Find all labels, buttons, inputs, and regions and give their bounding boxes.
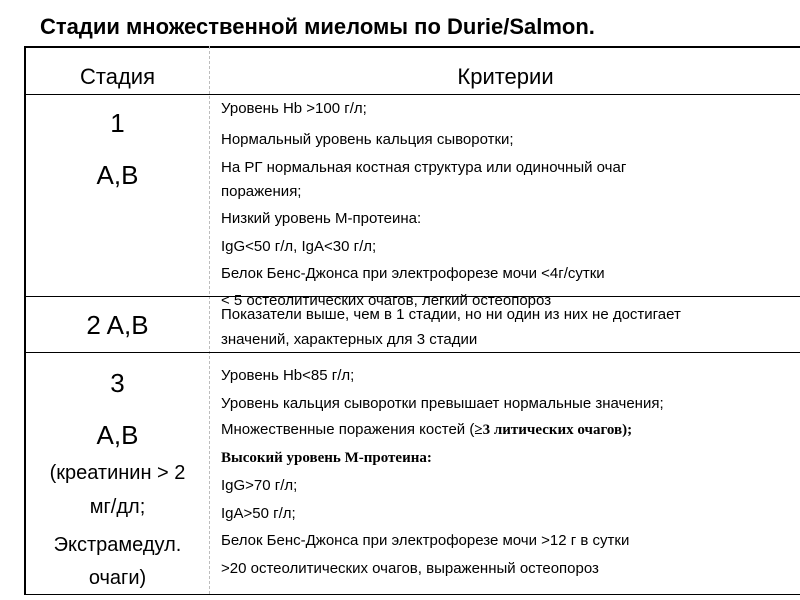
stage-1-criterion: На РГ нормальная костная структура или одиночный очаг <box>221 159 627 176</box>
column-divider <box>209 46 210 594</box>
stage-3-criterion: Высокий уровень М-протеина: <box>221 450 432 466</box>
stage-3-note: Экстрамедул. <box>53 534 182 556</box>
stage-3-criterion: Уровень кальция сыворотки превышает нормальные значения; <box>221 395 664 412</box>
stage-1-criterion: Нормальный уровень кальция сыворотки; <box>221 131 514 148</box>
stages-table <box>24 46 800 595</box>
stage-2-criterion: Показатели выше, чем в 1 стадии, но ни один из них не достигает <box>221 306 681 323</box>
stage-2-criterion: значений, характерных для 3 стадии <box>221 331 478 348</box>
stage-3-criterion: Белок Бенс-Джонса при электрофорезе мочи >12 г в сутки <box>221 532 630 549</box>
stage-3-note: очаги) <box>88 567 147 589</box>
stage-1-number: 1 <box>110 108 125 138</box>
stage-1-criterion: Низкий уровень М-протеина: <box>221 210 422 227</box>
stage-1-criterion: IgG<50 г/л, IgA<30 г/л; <box>221 238 377 255</box>
stage-3-substages: A,B <box>96 420 139 450</box>
header-criteria: Критерии <box>457 64 554 89</box>
stage-3-criterion-part: Множественные поражения костей ( <box>221 421 475 438</box>
stage-1-criterion: Белок Бенс-Джонса при электрофорезе мочи <4г/сутки <box>221 265 605 282</box>
table-border-top <box>26 46 800 48</box>
stage-1-criterion: Уровень Hb >100 г/л; <box>221 100 367 117</box>
stage-2-label: 2 A,B <box>86 310 149 340</box>
page-title: Стадии множественной миеломы по Durie/Salmon. <box>40 14 595 39</box>
stage-3-criterion: Уровень Hb<85 г/л; <box>221 367 355 384</box>
stage-1-criterion: < 5 остеолитических очагов, легкий остеопороз <box>221 292 552 309</box>
header-stage: Стадия <box>80 64 155 89</box>
row-divider-2 <box>26 352 800 353</box>
stage-1-substages: A,B <box>96 160 139 190</box>
stage-1-criterion: поражения; <box>221 183 302 200</box>
stage-3-criterion <box>221 418 800 442</box>
stage-3-number: 3 <box>110 368 125 398</box>
stage-3-criterion-part: ≥3 литических очагов); <box>474 422 633 438</box>
header-divider <box>26 94 800 95</box>
stage-3-note: (креатинин > 2 <box>49 462 186 484</box>
stage-3-note: мг/дл; <box>89 496 146 518</box>
stage-3-criterion: IgA>50 г/л; <box>221 505 296 522</box>
stage-3-criterion: IgG>70 г/л; <box>221 477 298 494</box>
stage-3-criterion: >20 остеолитических очагов, выраженный остеопороз <box>221 560 599 577</box>
